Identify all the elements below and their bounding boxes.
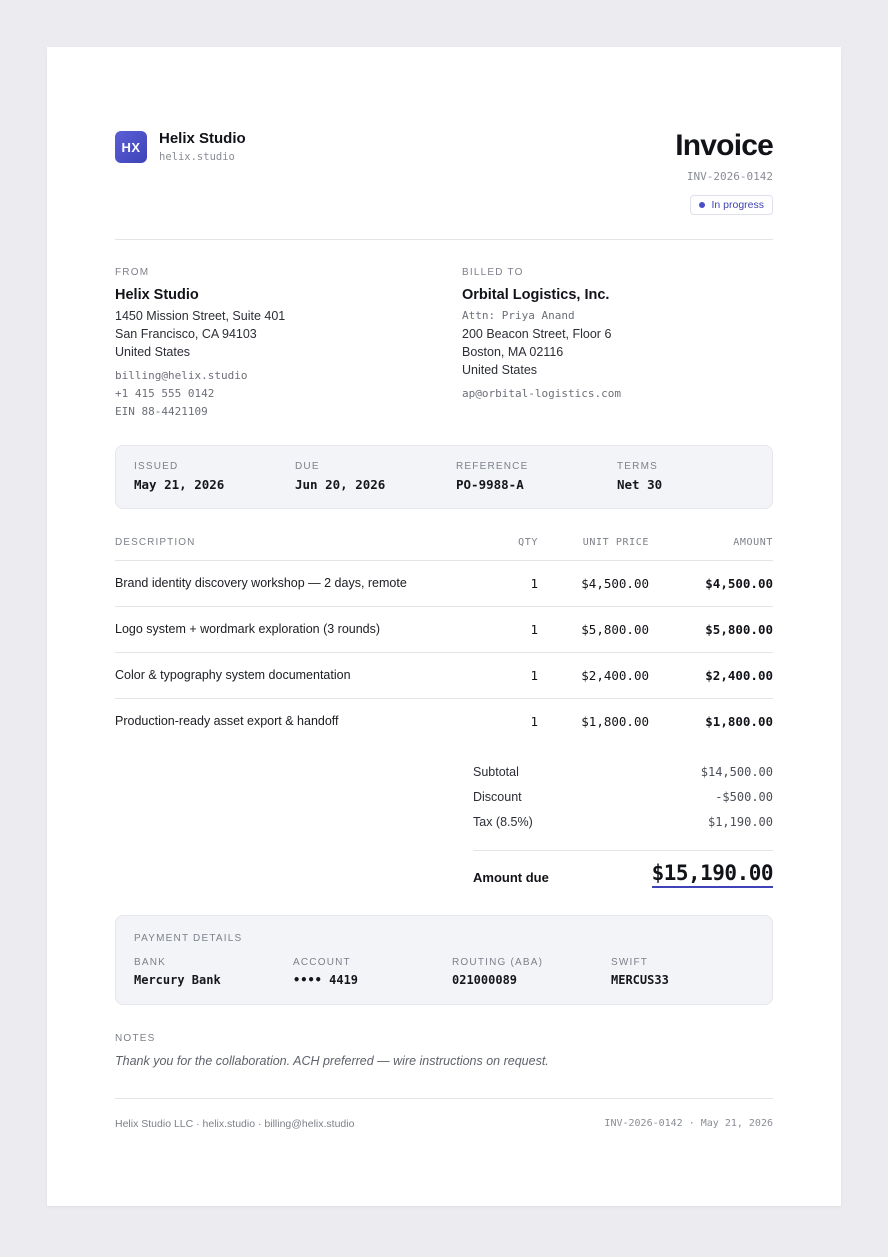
payment-value: MERCUS33 (611, 973, 669, 987)
from-line: San Francisco, CA 94103 (115, 327, 257, 341)
meta-value: Jun 20, 2026 (295, 477, 386, 492)
from-line: United States (115, 345, 191, 359)
from-email[interactable]: billing@helix.studio (115, 369, 248, 382)
invoice-page (47, 47, 841, 1206)
meta-reference (456, 461, 528, 492)
payment-routing (452, 957, 543, 987)
brand-name: Helix Studio (159, 130, 246, 147)
row-description: Color & typography system documentation (115, 668, 351, 682)
billed-to-line: Boston, MA 02116 (462, 345, 564, 359)
notes-section (115, 1033, 549, 1068)
brand-header (115, 131, 246, 163)
subtotal-label: Subtotal (473, 765, 519, 779)
footer-right: INV-2026-0142 · May 21, 2026 (604, 1118, 773, 1129)
notes-label: NOTES (115, 1033, 156, 1044)
billed-to-line: 200 Beacon Street, Floor 6 (462, 327, 612, 341)
row-unit-price: $5,800.00 (581, 622, 649, 637)
table-row (115, 653, 773, 699)
meta-value: PO-9988-A (456, 477, 524, 492)
row-unit-price: $4,500.00 (581, 576, 649, 591)
discount-label: Discount (473, 790, 522, 804)
meta-label: REFERENCE (456, 461, 529, 472)
table-row (115, 607, 773, 653)
meta-due (295, 461, 385, 492)
from-address (115, 267, 415, 421)
meta-issued (134, 461, 224, 492)
billed-to-email[interactable]: ap@orbital-logistics.com (462, 387, 621, 400)
status-badge (690, 195, 773, 215)
billed-to-name: Orbital Logistics, Inc. (462, 287, 610, 303)
payment-account (293, 957, 358, 987)
brand-logo: HX (115, 131, 147, 163)
payment-label: ACCOUNT (293, 957, 351, 968)
meta-value: Net 30 (617, 477, 663, 492)
payment-swift (611, 957, 669, 987)
billed-to-attn: Attn: Priya Anand (462, 309, 575, 322)
from-ein: EIN 88-4421109 (115, 405, 208, 418)
row-unit-price: $1,800.00 (581, 714, 649, 729)
row-amount: $5,800.00 (705, 622, 773, 637)
header-amount: AMOUNT (733, 537, 773, 548)
billed-to-line: United States (462, 363, 538, 377)
from-line: 1450 Mission Street, Suite 401 (115, 309, 286, 323)
row-amount: $4,500.00 (705, 576, 773, 591)
from-name: Helix Studio (115, 287, 199, 303)
payment-value: 021000089 (452, 973, 518, 987)
row-description: Brand identity discovery workshop — 2 days, remote (115, 576, 407, 590)
discount-row (473, 790, 773, 815)
payment-bank (134, 957, 221, 987)
discount-value: -$500.00 (715, 790, 773, 804)
payment-label: ROUTING (ABA) (452, 957, 544, 968)
line-items-table (115, 535, 773, 745)
payment-label: BANK (134, 957, 167, 968)
meta-label: ISSUED (134, 461, 179, 472)
row-unit-price: $2,400.00 (581, 668, 649, 683)
header-divider (115, 239, 773, 240)
meta-label: TERMS (617, 461, 658, 472)
invoice-number: INV-2026-0142 (686, 170, 773, 183)
header-unit-price: UNIT PRICE (582, 537, 649, 548)
totals-section (473, 765, 773, 895)
tax-label: Tax (8.5%) (473, 815, 533, 829)
payment-value: •••• 4419 (293, 973, 359, 987)
meta-value: May 21, 2026 (134, 477, 225, 492)
amount-due-label: Amount due (473, 870, 549, 885)
row-description: Production-ready asset export & handoff (115, 714, 339, 728)
row-qty: 1 (530, 576, 538, 591)
row-amount: $1,800.00 (705, 714, 773, 729)
payment-details-box (115, 915, 773, 1005)
table-row (115, 699, 773, 745)
status-text: In progress (711, 199, 764, 211)
payment-label: SWIFT (611, 957, 649, 968)
subtotal-row (473, 765, 773, 790)
meta-terms (617, 461, 662, 492)
header-description: DESCRIPTION (115, 537, 196, 548)
payment-value: Mercury Bank (134, 973, 221, 987)
row-qty: 1 (530, 668, 538, 683)
footer-left: Helix Studio LLC · helix.studio · billing@helix.studio (115, 1118, 355, 1130)
row-amount: $2,400.00 (705, 668, 773, 683)
from-label: FROM (115, 267, 150, 278)
meta-label: DUE (295, 461, 320, 472)
row-qty: 1 (530, 622, 538, 637)
subtotal-value: $14,500.00 (700, 765, 773, 779)
invoice-title: Invoice (675, 129, 773, 162)
invoice-content (115, 47, 773, 1206)
amount-due-value: $15,190.00 (652, 861, 773, 888)
row-description: Logo system + wordmark exploration (3 rounds) (115, 622, 381, 636)
brand-domain: helix.studio (159, 151, 235, 163)
invoice-title-block (675, 129, 773, 215)
table-header (115, 535, 773, 561)
billed-to-label: BILLED TO (462, 267, 524, 278)
row-qty: 1 (530, 714, 538, 729)
header-qty: QTY (518, 537, 538, 548)
tax-row (473, 815, 773, 840)
amount-due-row (473, 851, 773, 895)
notes-text: Thank you for the collaboration. ACH preferred — wire instructions on request. (115, 1054, 549, 1068)
status-dot-icon (699, 202, 705, 208)
footer-divider (115, 1098, 773, 1099)
invoice-meta-box (115, 445, 773, 509)
tax-value: $1,190.00 (707, 815, 773, 829)
from-phone: +1 415 555 0142 (115, 387, 215, 400)
table-row (115, 561, 773, 607)
billed-to-address (462, 267, 762, 403)
payment-details-title: PAYMENT DETAILS (134, 933, 243, 944)
